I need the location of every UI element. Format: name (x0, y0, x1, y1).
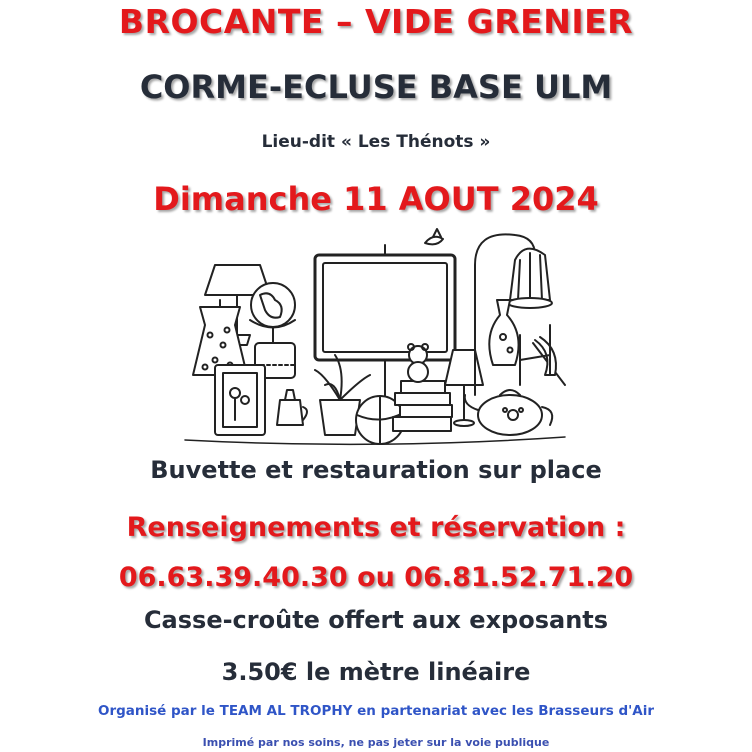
teddy-bear-icon (408, 344, 428, 382)
flea-market-illustration (175, 225, 575, 457)
books-icon (393, 381, 452, 431)
picture-frame-icon (215, 365, 265, 435)
birdcage-icon (475, 234, 552, 395)
organizer-prefix: Organisé par le (97, 703, 220, 719)
printed-notice: Imprimé par nos soins, ne pas jeter sur la voie publique (202, 736, 550, 749)
organizer-team: TEAM AL TROPHY (219, 703, 353, 719)
price-text: 3.50€ le mètre linéaire (221, 658, 531, 686)
poster-title: BROCANTE – VIDE GRENIER (118, 2, 634, 41)
globe-icon (250, 283, 295, 378)
casse-croute-text: Casse-croûte offert aux exposants (143, 606, 609, 634)
organizer-line (0, 703, 752, 719)
bird-icon (425, 229, 443, 244)
event-date: Dimanche 11 AOUT 2024 (153, 180, 599, 218)
buvette-text: Buvette et restauration sur place (150, 456, 602, 484)
teapot-icon (465, 390, 552, 435)
vase-icon (489, 300, 518, 365)
organizer-middle: en partenariat avec les (352, 703, 539, 719)
coffee-pot-icon (277, 390, 307, 425)
organizer-partner: Brasseurs d'Air (538, 703, 655, 719)
poster-subtitle: CORME-ECLUSE BASE ULM (139, 68, 613, 106)
lieu-dit: Lieu-dit « Les Thénots » (261, 132, 491, 152)
phone-numbers: 06.63.39.40.30 ou 06.81.52.71.20 (118, 562, 634, 593)
renseignements-text: Renseignements et réservation : (126, 512, 626, 543)
